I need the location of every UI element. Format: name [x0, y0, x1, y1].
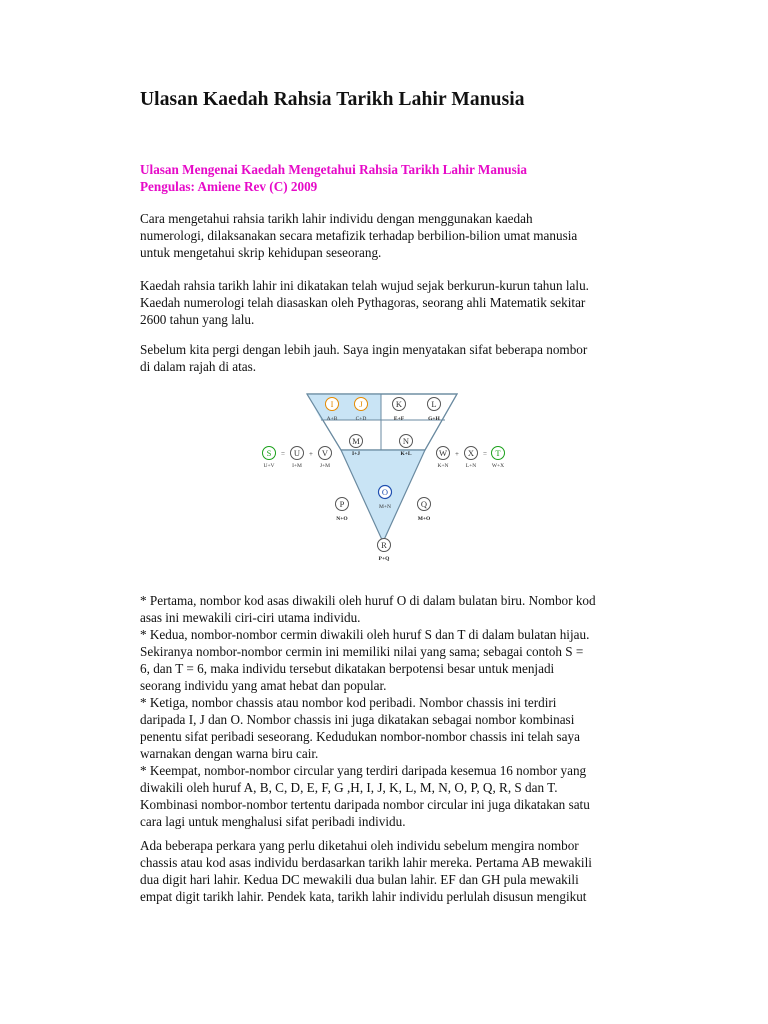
text-line: diwakili oleh huruf A, B, C, D, E, F, G ,H, I, J, K, L, M, N, O, P, Q, R, S dan T. [140, 780, 558, 795]
paragraph-history [140, 277, 640, 328]
node-s [263, 447, 276, 470]
svg-text:O: O [381, 487, 389, 497]
text-line: Cara mengetahui rahsia tarikh lahir individu dengan menggunakan kaedah [140, 211, 533, 226]
svg-text:I+J: I+J [351, 451, 361, 457]
svg-text:U: U [293, 448, 301, 458]
svg-text:P+Q: P+Q [378, 556, 390, 562]
paragraph-calculation [140, 837, 640, 905]
svg-text:R: R [381, 540, 387, 550]
author-line: Pengulas: Amiene Rev (C) 2009 [140, 179, 318, 194]
text-line: dua digit hari lahir. Kedua DC mewakili dua bulan lahir. EF dan GH pula mewakili [140, 872, 579, 887]
paragraph-before [140, 341, 640, 375]
text-line: 2600 tahun yang lalu. [140, 312, 255, 327]
equals-sign-right: = [483, 450, 487, 458]
svg-text:E+F: E+F [393, 416, 405, 422]
document-subtitle [140, 161, 527, 195]
svg-text:Q: Q [420, 499, 428, 509]
svg-text:S: S [266, 448, 272, 458]
svg-text:C+D: C+D [355, 416, 367, 422]
svg-text:J+M: J+M [319, 463, 331, 469]
subtitle-line: Ulasan Mengenai Kaedah Mengetahui Rahsia Tarikh Lahir Manusia [140, 162, 528, 177]
svg-text:V: V [321, 448, 329, 458]
text-line: seorang individu yang amat hebat dan popular. [140, 678, 387, 693]
plus-sign-right: + [455, 450, 459, 458]
svg-text:K+N: K+N [437, 463, 449, 469]
equals-sign-left: = [281, 450, 285, 458]
text-line: * Pertama, nombor kod asas diwakili oleh huruf O di dalam bulatan biru. Nombor kod [140, 593, 596, 608]
svg-text:W: W [438, 448, 448, 458]
svg-text:L: L [431, 399, 437, 409]
text-line: asas ini mewakili ciri-ciri utama individu. [140, 610, 361, 625]
text-line: * Keempat, nombor-nombor circular yang terdiri daripada kesemua 16 nombor yang [140, 763, 587, 778]
plus-sign-left: + [309, 450, 313, 458]
text-line: Kaedah numerologi telah diasaskan oleh Pythagoras, seorang ahli Matematik sekitar [140, 295, 586, 310]
svg-text:G+H: G+H [428, 416, 440, 422]
svg-text:A+B: A+B [326, 416, 338, 422]
text-line: warnakan dengan warna biru cair. [140, 746, 319, 761]
node-w [437, 447, 450, 470]
svg-text:U+V: U+V [263, 463, 275, 469]
svg-text:J: J [359, 399, 363, 409]
text-line: untuk mengetahui skrip kehidupan seseorang. [140, 245, 382, 260]
svg-text:I: I [330, 399, 334, 409]
node-t [492, 447, 505, 470]
node-v [319, 447, 332, 470]
svg-text:L+N: L+N [465, 463, 477, 469]
text-line: Ada beberapa perkara yang perlu diketahui oleh individu sebelum mengira nombor [140, 838, 579, 853]
paragraph-list [140, 592, 640, 830]
paragraph-intro [140, 210, 640, 261]
text-line: penentu sifat peribadi seseorang. Kedudukan nombor-nombor chassis ini telah saya [140, 729, 580, 744]
node-x [465, 447, 478, 470]
node-u [291, 447, 304, 470]
svg-text:N+O: N+O [336, 516, 348, 522]
node-n [400, 435, 413, 458]
node-q [418, 498, 432, 523]
text-line: 6, dan T = 6, maka individu tersebut dikatakan berpotensi besar untuk menjadi [140, 661, 555, 676]
svg-text:X: X [467, 448, 475, 458]
svg-text:N: N [402, 436, 410, 446]
svg-text:T: T [495, 448, 501, 458]
text-line: empat digit tarikh lahir. Pendek kata, tarikh lahir individu perlulah disusun mengikut [140, 889, 587, 904]
svg-text:M+O: M+O [417, 516, 431, 522]
text-line: Kombinasi nombor-nombor tertentu daripada nombor circular ini juga dikatakan satu [140, 797, 590, 812]
text-line: * Kedua, nombor-nombor cermin diwakili oleh huruf S dan T di dalam bulatan hijau. [140, 627, 590, 642]
text-line: chassis atau kod asas individu berdasarkan tarikh lahir mereka. Pertama AB mewakili [140, 855, 592, 870]
text-line: di dalam rajah di atas. [140, 359, 257, 374]
svg-text:K: K [395, 399, 403, 409]
svg-text:W+X: W+X [491, 463, 505, 469]
numerology-diagram [255, 392, 515, 564]
svg-text:K+L: K+L [400, 451, 412, 457]
svg-text:M+N: M+N [379, 504, 391, 510]
svg-text:P: P [339, 499, 345, 509]
svg-text:M: M [352, 436, 360, 446]
document-title: Ulasan Kaedah Rahsia Tarikh Lahir Manusia [140, 89, 525, 110]
text-line: Sebelum kita pergi dengan lebih jauh. Saya ingin menyatakan sifat beberapa nombor [140, 342, 588, 357]
svg-text:I+M: I+M [292, 463, 302, 469]
text-line: Kaedah rahsia tarikh lahir ini dikatakan telah wujud sejak berkurun-kurun tahun lalu. [140, 278, 589, 293]
text-line: Sekiranya nombor-nombor cermin ini memiliki nilai yang sama; sebagai contoh S = [140, 644, 584, 659]
numerology-diagram-svg [255, 392, 515, 564]
chassis-zone-top [307, 394, 381, 420]
node-p [336, 498, 349, 523]
text-line: daripada I, J dan O. Nombor chassis ini juga dikatakan sebagai nombor kombinasi [140, 712, 575, 727]
text-line: * Ketiga, nombor chassis atau nombor kod peribadi. Nombor chassis ini terdiri [140, 695, 557, 710]
text-line: numerologi, dilaksanakan secara metafizik terhadap berbilion-bilion umat manusia [140, 228, 578, 243]
text-line: cara lagi untuk menghalusi sifat peribadi individu. [140, 814, 406, 829]
node-r [378, 539, 391, 563]
